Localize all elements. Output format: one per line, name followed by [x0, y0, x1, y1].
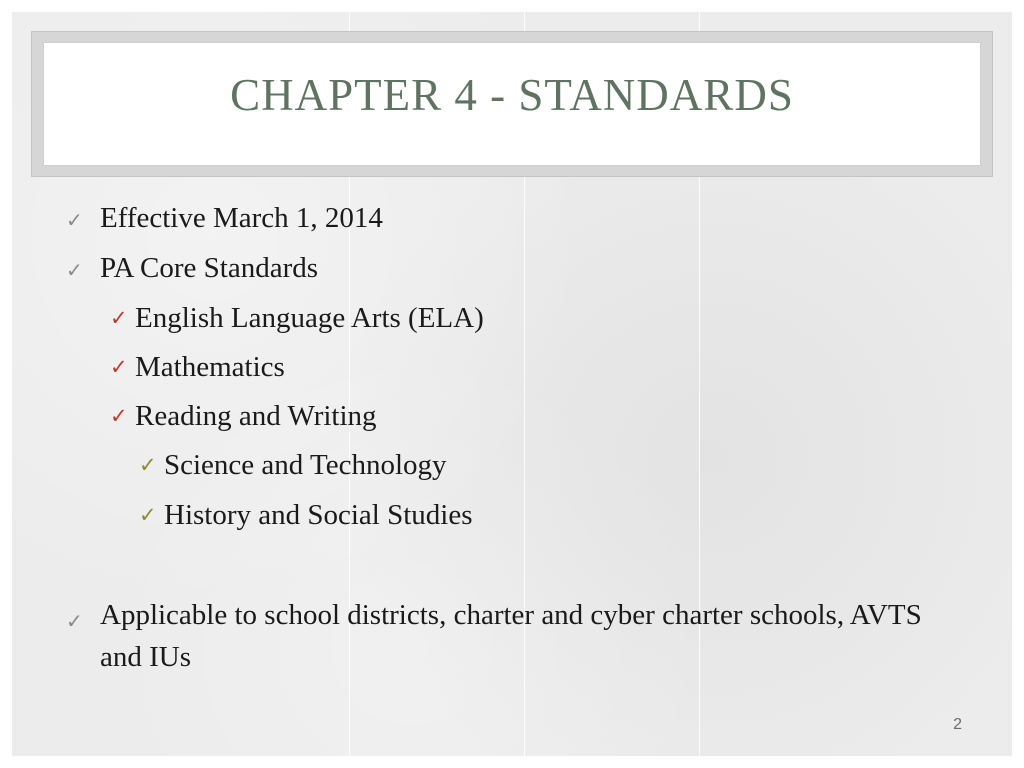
- page-number: 2: [953, 716, 962, 733]
- bullet-list: [12, 12, 1012, 756]
- bullet-item: [139, 449, 447, 482]
- slide: [12, 12, 1012, 756]
- bullet-text: Science and Technology: [164, 449, 447, 481]
- bullet-item: [66, 594, 960, 678]
- checkmark-icon: ✓: [110, 404, 128, 428]
- bullet-text: Mathematics: [135, 351, 285, 383]
- checkmark-icon: ✓: [66, 258, 83, 282]
- checkmark-icon: ✓: [110, 306, 128, 330]
- checkmark-icon: ✓: [66, 609, 83, 633]
- bullet-text: Reading and Writing: [135, 400, 377, 432]
- bullet-item: [66, 252, 319, 285]
- bullet-text: Applicable to school districts, charter and cyber charter schools, AVTS and IUs: [100, 599, 922, 673]
- checkmark-icon: ✓: [139, 503, 157, 527]
- bullet-text: History and Social Studies: [164, 499, 473, 531]
- bullet-text: Effective March 1, 2014: [100, 202, 383, 234]
- bullet-item: [139, 499, 473, 532]
- bullet-item: [110, 400, 377, 433]
- bullet-item: [110, 302, 484, 335]
- bullet-text: English Language Arts (ELA): [135, 302, 484, 334]
- bullet-item: [110, 351, 285, 384]
- checkmark-icon: ✓: [66, 208, 83, 232]
- bullet-item: [66, 202, 383, 235]
- slide-title: CHAPTER 4 - STANDARDS: [230, 70, 794, 120]
- checkmark-icon: ✓: [110, 355, 128, 379]
- checkmark-icon: ✓: [139, 453, 157, 477]
- bullet-text: PA Core Standards: [100, 252, 319, 284]
